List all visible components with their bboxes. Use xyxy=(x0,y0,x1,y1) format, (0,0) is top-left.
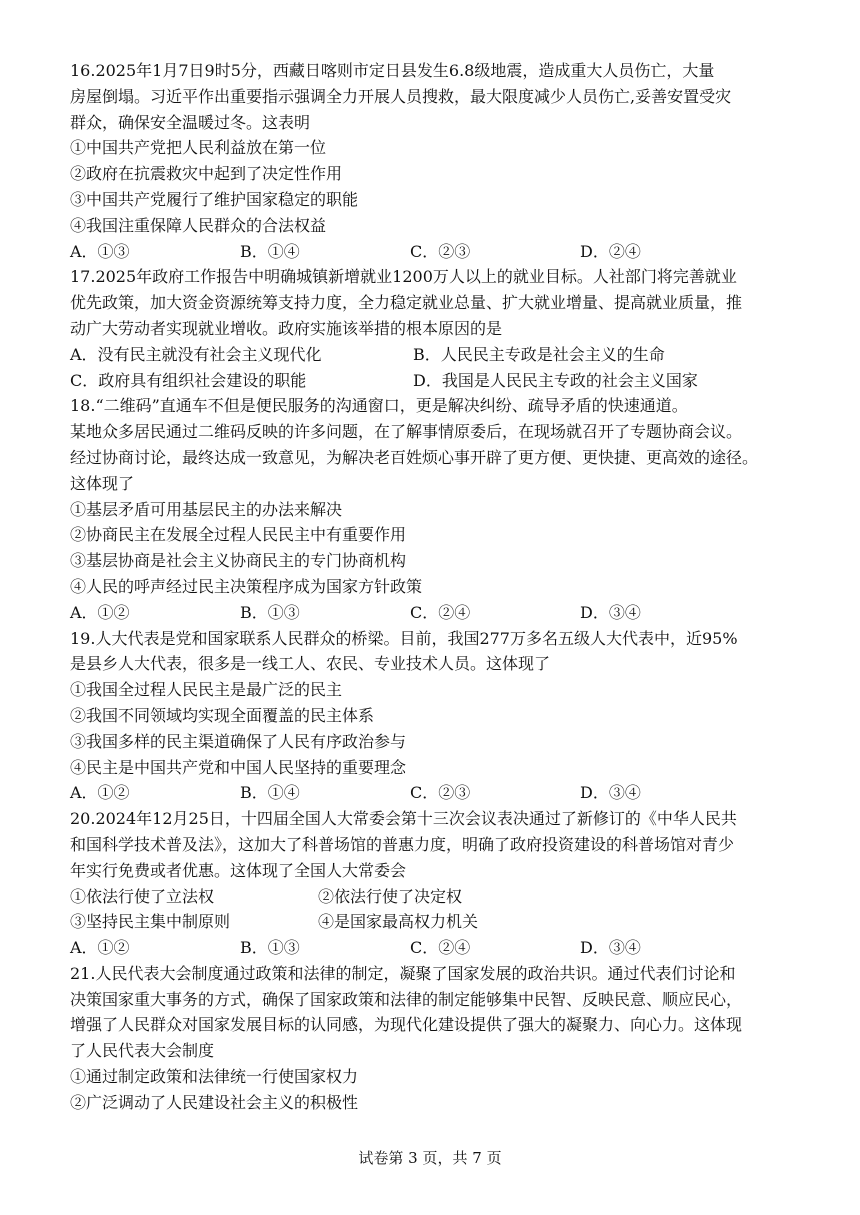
option-c[interactable]: C．②④ xyxy=(410,602,471,622)
question-stem-line: 决策国家重大事务的方式，确保了国家政策和法律的制定能够集中民智、反映民意、顺应民心， xyxy=(70,989,743,1009)
question-19 xyxy=(70,626,800,807)
option-a[interactable]: A．没有民主就没有社会主义现代化 xyxy=(70,344,322,364)
statement: ④是国家最高权力机关 xyxy=(318,912,479,932)
question-20 xyxy=(70,806,800,961)
option-b[interactable]: B．人民民主专政是社会主义的生命 xyxy=(413,344,665,364)
question-stem-line: 这体现了 xyxy=(70,473,135,493)
statement: ②政府在抗震救灾中起到了决定性作用 xyxy=(70,164,343,184)
statement: ①基层矛盾可用基层民主的办法来解决 xyxy=(70,499,343,519)
page-content xyxy=(70,58,800,1116)
option-b[interactable]: B．①③ xyxy=(240,602,300,622)
statement: ①中国共产党把人民利益放在第一位 xyxy=(70,138,327,158)
statement: ③坚持民主集中制原则 xyxy=(70,912,231,932)
question-21 xyxy=(70,961,800,1116)
question-stem-line: 17.2025年政府工作报告中明确城镇新增就业1200万人以上的就业目标。人社部门将完善就业 xyxy=(70,267,737,287)
statement: ②我国不同领域均实现全面覆盖的民主体系 xyxy=(70,705,375,725)
statement: ①依法行使了立法权 xyxy=(70,886,215,906)
options-row xyxy=(70,239,800,265)
question-stem-line: 房屋倒塌。习近平作出重要指示强调全力开展人员搜救，最大限度减少人员伤亡,妥善安置受灾 xyxy=(70,86,732,106)
question-18 xyxy=(70,393,800,625)
statement: ③中国共产党履行了维护国家稳定的职能 xyxy=(70,189,359,209)
question-stem-line: 是县乡人大代表，很多是一线工人、农民、专业技术人员。这体现了 xyxy=(70,654,551,674)
question-stem-line: 群众，确保安全温暖过冬。这表明 xyxy=(70,112,311,132)
option-d[interactable]: D．③④ xyxy=(580,783,641,803)
statement: ②依法行使了决定权 xyxy=(318,886,463,906)
question-stem-line: 优先政策，加大资金资源统筹支持力度，全力稳定就业总量、扩大就业增量、提高就业质量，推 xyxy=(70,293,743,313)
options-row xyxy=(70,600,800,626)
question-stem-line: 16.2025年1月7日9时5分，西藏日喀则市定日县发生6.8级地震，造成重大人员伤亡，大量 xyxy=(70,61,715,80)
question-stem-line: 增强了人民群众对国家发展目标的认同感，为现代化建设提供了强大的凝聚力、向心力。这体现 xyxy=(70,1015,743,1035)
question-stem-line: 20.2024年12月25日，十四届全国人大常委会第十三次会议表决通过了新修订的《中华人民共 xyxy=(70,809,737,829)
options-row xyxy=(70,935,800,961)
option-b[interactable]: B．①④ xyxy=(240,783,300,803)
question-stem-line: 某地众多居民通过二维码反映的许多问题，在了解事情原委后，在现场就召开了专题协商会议。 xyxy=(70,422,743,442)
question-stem-line: 动广大劳动者实现就业增收。政府实施该举措的根本原因的是 xyxy=(70,318,503,338)
option-c[interactable]: C．②③ xyxy=(410,783,471,803)
question-stem-line: 了人民代表大会制度 xyxy=(70,1041,215,1061)
option-c[interactable]: C．②④ xyxy=(410,938,471,958)
statement: ②协商民主在发展全过程人民民主中有重要作用 xyxy=(70,525,407,545)
statement: ②广泛调动了人民建设社会主义的积极性 xyxy=(70,1092,359,1112)
options-row xyxy=(70,780,800,806)
options-row xyxy=(70,342,800,368)
question-stem-line: 和国科学技术普及法》，这加大了科普场馆的普惠力度，明确了政府投资建设的科普场馆对青少 xyxy=(70,834,735,854)
statements-row xyxy=(70,909,800,935)
statement: ①我国全过程人民民主是最广泛的民主 xyxy=(70,680,343,700)
statements-row xyxy=(70,884,800,910)
statement: ①通过制定政策和法律统一行使国家权力 xyxy=(70,1067,359,1087)
question-stem-line: 经过协商讨论，最终达成一致意见，为解决老百姓烦心事开辟了更方便、更快捷、更高效的途径。 xyxy=(70,447,759,467)
option-b[interactable]: B．①④ xyxy=(240,241,300,261)
option-c[interactable]: C．②③ xyxy=(410,241,471,261)
options-row xyxy=(70,368,800,394)
option-d[interactable]: D．③④ xyxy=(580,938,641,958)
page-footer: 试卷第 3 页，共 7 页 xyxy=(358,1149,502,1167)
statement: ③我国多样的民主渠道确保了人民有序政治参与 xyxy=(70,731,407,751)
question-16 xyxy=(70,58,800,264)
question-stem-line: 21.人民代表大会制度通过政策和法律的制定，凝聚了国家发展的政治共识。通过代表们讨论和 xyxy=(70,963,736,983)
statement: ④我国注重保障人民群众的合法权益 xyxy=(70,215,327,235)
option-a[interactable]: A．①③ xyxy=(70,241,130,261)
option-c[interactable]: C．政府具有组织社会建设的职能 xyxy=(70,370,307,390)
question-stem-line: 18.“二维码”直通车不但是便民服务的沟通窗口，更是解决纠纷、疏导矛盾的快速通道。 xyxy=(70,396,688,416)
question-stem-line: 19.人大代表是党和国家联系人民群众的桥梁。目前，我国277万多名五级人大代表中，近95% xyxy=(70,628,738,648)
option-a[interactable]: A．①② xyxy=(70,602,130,622)
statement: ③基层协商是社会主义协商民主的专门协商机构 xyxy=(70,551,407,571)
option-b[interactable]: B．①③ xyxy=(240,938,300,958)
question-17 xyxy=(70,264,800,393)
option-d[interactable]: D．③④ xyxy=(580,602,641,622)
statement: ④人民的呼声经过民主决策程序成为国家方针政策 xyxy=(70,576,423,596)
option-a[interactable]: A．①② xyxy=(70,783,130,803)
question-stem-line: 年实行免费或者优惠。这体现了全国人大常委会 xyxy=(70,860,407,880)
option-d[interactable]: D．我国是人民民主专政的社会主义国家 xyxy=(413,370,698,390)
statement: ④民主是中国共产党和中国人民坚持的重要理念 xyxy=(70,757,407,777)
option-d[interactable]: D．②④ xyxy=(580,241,641,261)
option-a[interactable]: A．①② xyxy=(70,938,130,958)
